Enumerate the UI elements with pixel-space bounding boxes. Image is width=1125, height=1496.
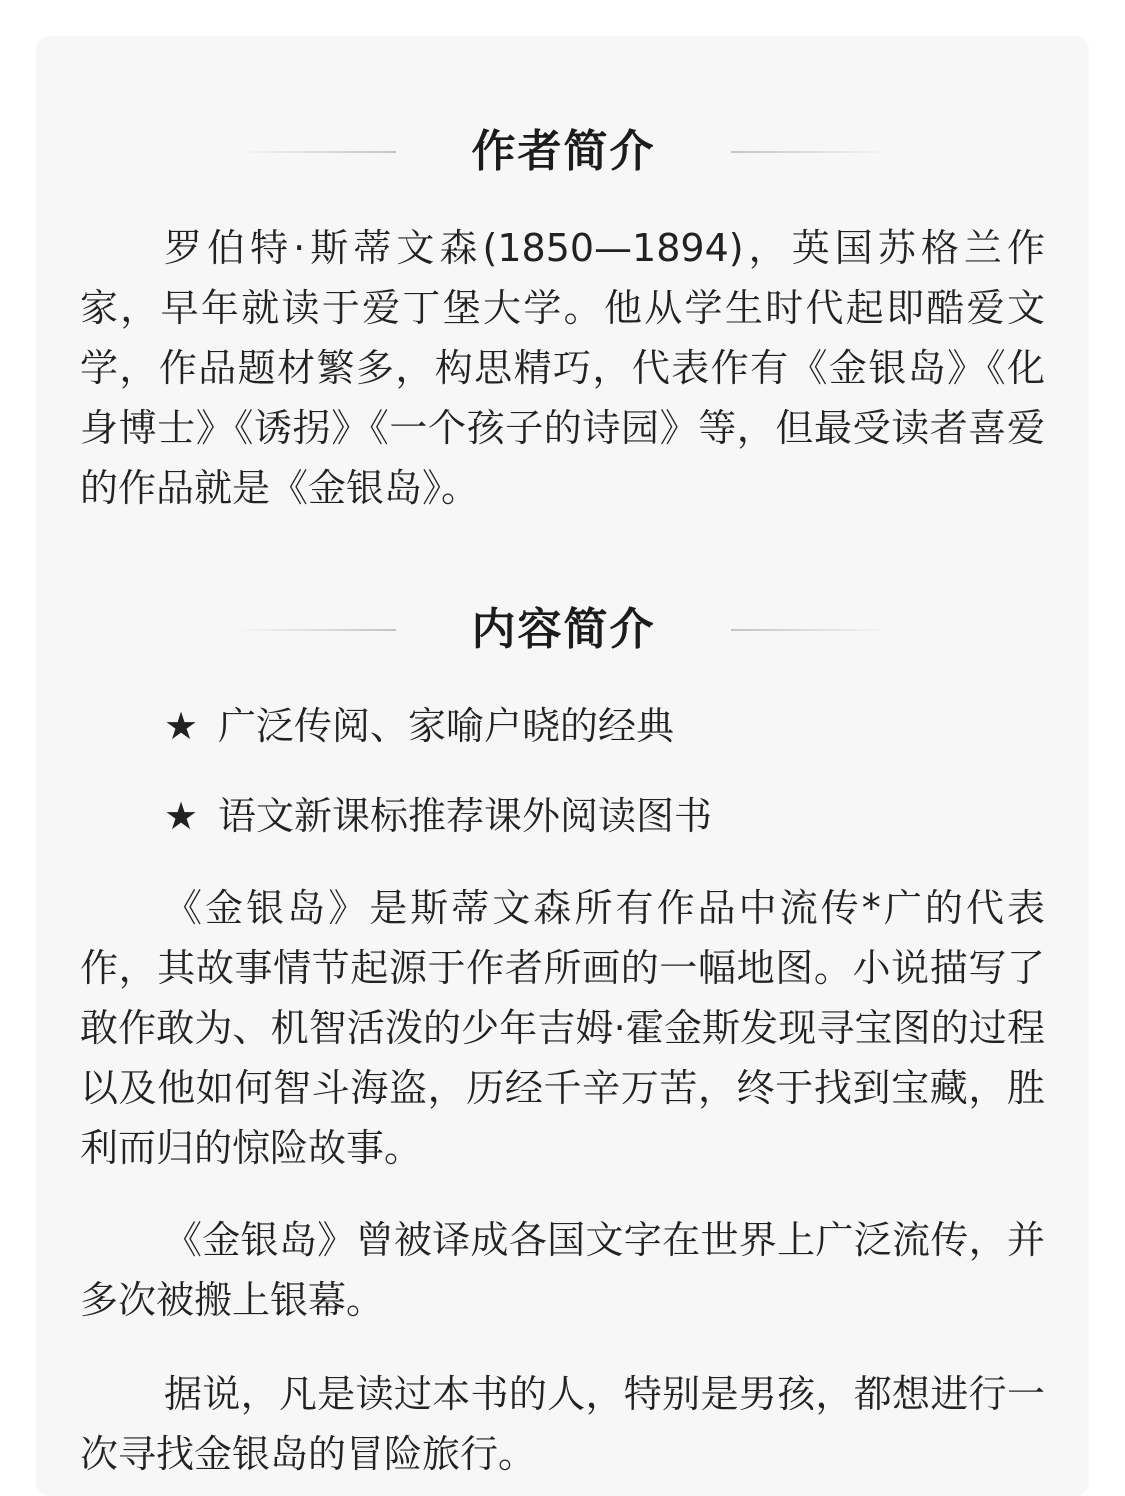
content-section-title: 内容简介 bbox=[471, 604, 656, 655]
author-section-header bbox=[36, 122, 1089, 182]
star-icon: ★ bbox=[164, 704, 199, 748]
title-divider-right bbox=[731, 629, 891, 631]
reader-adventure-paragraph: 据说，凡是读过本书的人，特别是男孩，都想进行一次寻找金银岛的冒险旅行。 bbox=[80, 1372, 1045, 1476]
highlight-bullet bbox=[164, 696, 1044, 756]
synopsis-paragraph: 《金银岛》是斯蒂文森所有作品中流传*广的代表作，其故事情节起源于作者所画的一幅地图。小说描写了敢作敢为、机智活泼的少年吉姆·霍金斯发现寻宝图的过程以及他如何智斗海盗，历经千辛万苦，终于找到宝藏，胜利而归的惊险故事。 bbox=[80, 886, 1045, 1170]
highlight-bullet bbox=[164, 786, 1044, 846]
bullet-text: 广泛传阅、家喻户晓的经典 bbox=[218, 704, 675, 748]
title-divider-right bbox=[731, 151, 891, 153]
content-card bbox=[36, 36, 1089, 1496]
star-icon: ★ bbox=[164, 794, 199, 838]
translation-paragraph: 《金银岛》曾被译成各国文字在世界上广泛流传，并多次被搬上银幕。 bbox=[80, 1218, 1045, 1322]
title-divider-left bbox=[236, 629, 396, 631]
content-section-header bbox=[36, 600, 1089, 660]
author-section-title: 作者简介 bbox=[471, 126, 656, 177]
title-divider-left bbox=[236, 151, 396, 153]
bullet-text: 语文新课标推荐课外阅读图书 bbox=[218, 794, 713, 838]
author-bio-paragraph: 罗伯特·斯蒂文森(1850—1894)，英国苏格兰作家，早年就读于爱丁堡大学。他从学生时代起即酷爱文学，作品题材繁多，构思精巧，代表作有《金银岛》《化身博士》《诱拐》《一个孩子的诗园》等，但最受读者喜爱的作品就是《金银岛》。 bbox=[80, 226, 1045, 510]
